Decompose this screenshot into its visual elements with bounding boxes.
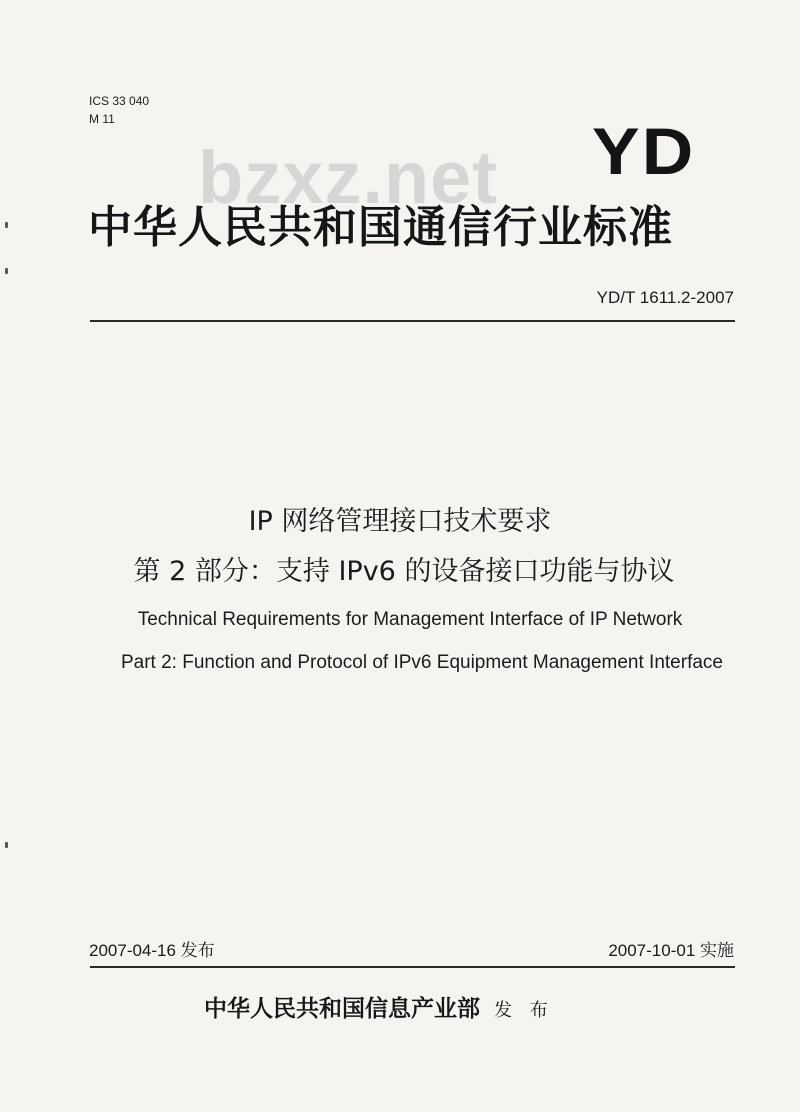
bottom-divider: [90, 966, 735, 968]
classification-codes: [89, 92, 149, 128]
standard-code: YD/T 1611.2-2007: [596, 288, 734, 307]
publisher-name: 中华人民共和国信息产业部: [204, 995, 480, 1022]
scan-speck: [5, 842, 8, 848]
publish-date: 2007-04-16 发布: [89, 941, 215, 960]
publisher-label: 发 布: [494, 1000, 554, 1021]
english-title-line-1: Technical Requirements for Management Interface of IP Network: [137, 609, 683, 630]
ics-code: ICS 33 040: [89, 94, 150, 108]
standard-category-title: 中华人民共和国通信行业标准: [88, 202, 673, 253]
publisher: [204, 994, 554, 1026]
english-title-line-2: Part 2: Function and Protocol of IPv6 Equipment Management Interface: [120, 652, 723, 673]
top-divider: [90, 320, 735, 322]
yd-logo: YD: [592, 114, 696, 188]
ccs-code: M 11: [89, 112, 115, 126]
implement-date: 2007-10-01 实施: [608, 941, 734, 960]
scan-speck: [5, 268, 8, 274]
watermark: bzxz.net: [198, 136, 498, 219]
chinese-title-line-2: 第 2 部分：支持 IPv6 的设备接口功能与协议: [133, 556, 675, 587]
chinese-title-line-1: IP 网络管理接口技术要求: [248, 506, 552, 537]
scan-speck: [5, 222, 8, 228]
